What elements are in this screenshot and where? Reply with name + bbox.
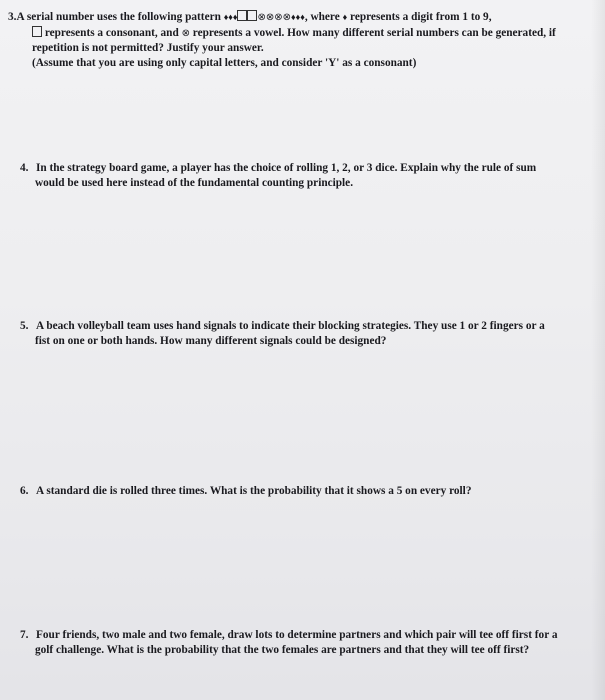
question-5 (20, 319, 590, 348)
question-text-line: Four friends, two male and two female, draw lots to determine partners and which pair will tee off first for a (36, 629, 558, 641)
question-number: 4. (20, 162, 29, 174)
digit-symbol-icon: ♦ (300, 12, 305, 22)
question-6 (20, 484, 590, 499)
question-text-line: A serial number uses the following pattern (16, 11, 224, 23)
question-text-line: A beach volleyball team uses hand signals to indicate their blocking strategies. They use 1 or 2 fingers or a (36, 320, 545, 332)
vowel-symbol-icon: ⊗ (257, 12, 266, 23)
consonant-symbol-icon (237, 10, 247, 21)
digit-symbol-icon: ♦ (291, 12, 296, 22)
consonant-symbol-icon (247, 10, 257, 21)
serial-pattern (224, 11, 305, 23)
question-4 (20, 161, 590, 190)
page-shadow (591, 0, 605, 700)
question-text-fragment: represents a vowel. How many different serial numbers can be generated, if (189, 26, 556, 39)
question-text-line: , where (304, 11, 343, 23)
question-text-fragment: represents a consonant, and (42, 26, 182, 39)
digit-symbol-icon: ♦ (232, 12, 238, 22)
question-text-line: would be used here instead of the fundamental counting principle. (35, 176, 354, 189)
vowel-symbol-icon: ⊗ (274, 12, 283, 23)
vowel-symbol-icon: ⊗ (282, 12, 292, 23)
consonant-symbol-icon (32, 26, 42, 37)
question-number: 7. (20, 629, 29, 641)
question-7 (20, 628, 590, 657)
question-text-line: represents a digit from 1 to 9, (347, 11, 492, 23)
question-text-line: golf challenge. What is the probability that the two females are partners and that they will tee off first? (35, 643, 530, 656)
question-text-line: A standard die is rolled three times. What is the probability that it shows a 5 on every roll? (36, 485, 472, 497)
digit-symbol-icon: ♦ (295, 12, 301, 22)
question-3 (8, 10, 578, 70)
vowel-symbol-icon: ⊗ (181, 27, 190, 39)
question-text-line (8, 26, 578, 42)
digit-symbol-icon: ♦ (342, 12, 348, 22)
question-number: 3. (8, 11, 17, 23)
question-text-line: (Assume that you are using only capital letters, and consider 'Y' as a consonant) (32, 56, 417, 69)
question-text-line: In the strategy board game, a player has the choice of rolling 1, 2, or 3 dice. Explain why the rule of sum (36, 162, 537, 174)
digit-symbol-icon: ♦ (228, 12, 233, 22)
question-number: 6. (20, 485, 29, 497)
question-text-line: repetition is not permitted? Justify your answer. (32, 42, 264, 54)
question-text-line: fist on one or both hands. How many different signals could be designed? (35, 334, 387, 347)
vowel-symbol-icon: ⊗ (265, 12, 275, 23)
question-number: 5. (20, 320, 29, 332)
digit-symbol-icon: ♦ (223, 12, 229, 22)
